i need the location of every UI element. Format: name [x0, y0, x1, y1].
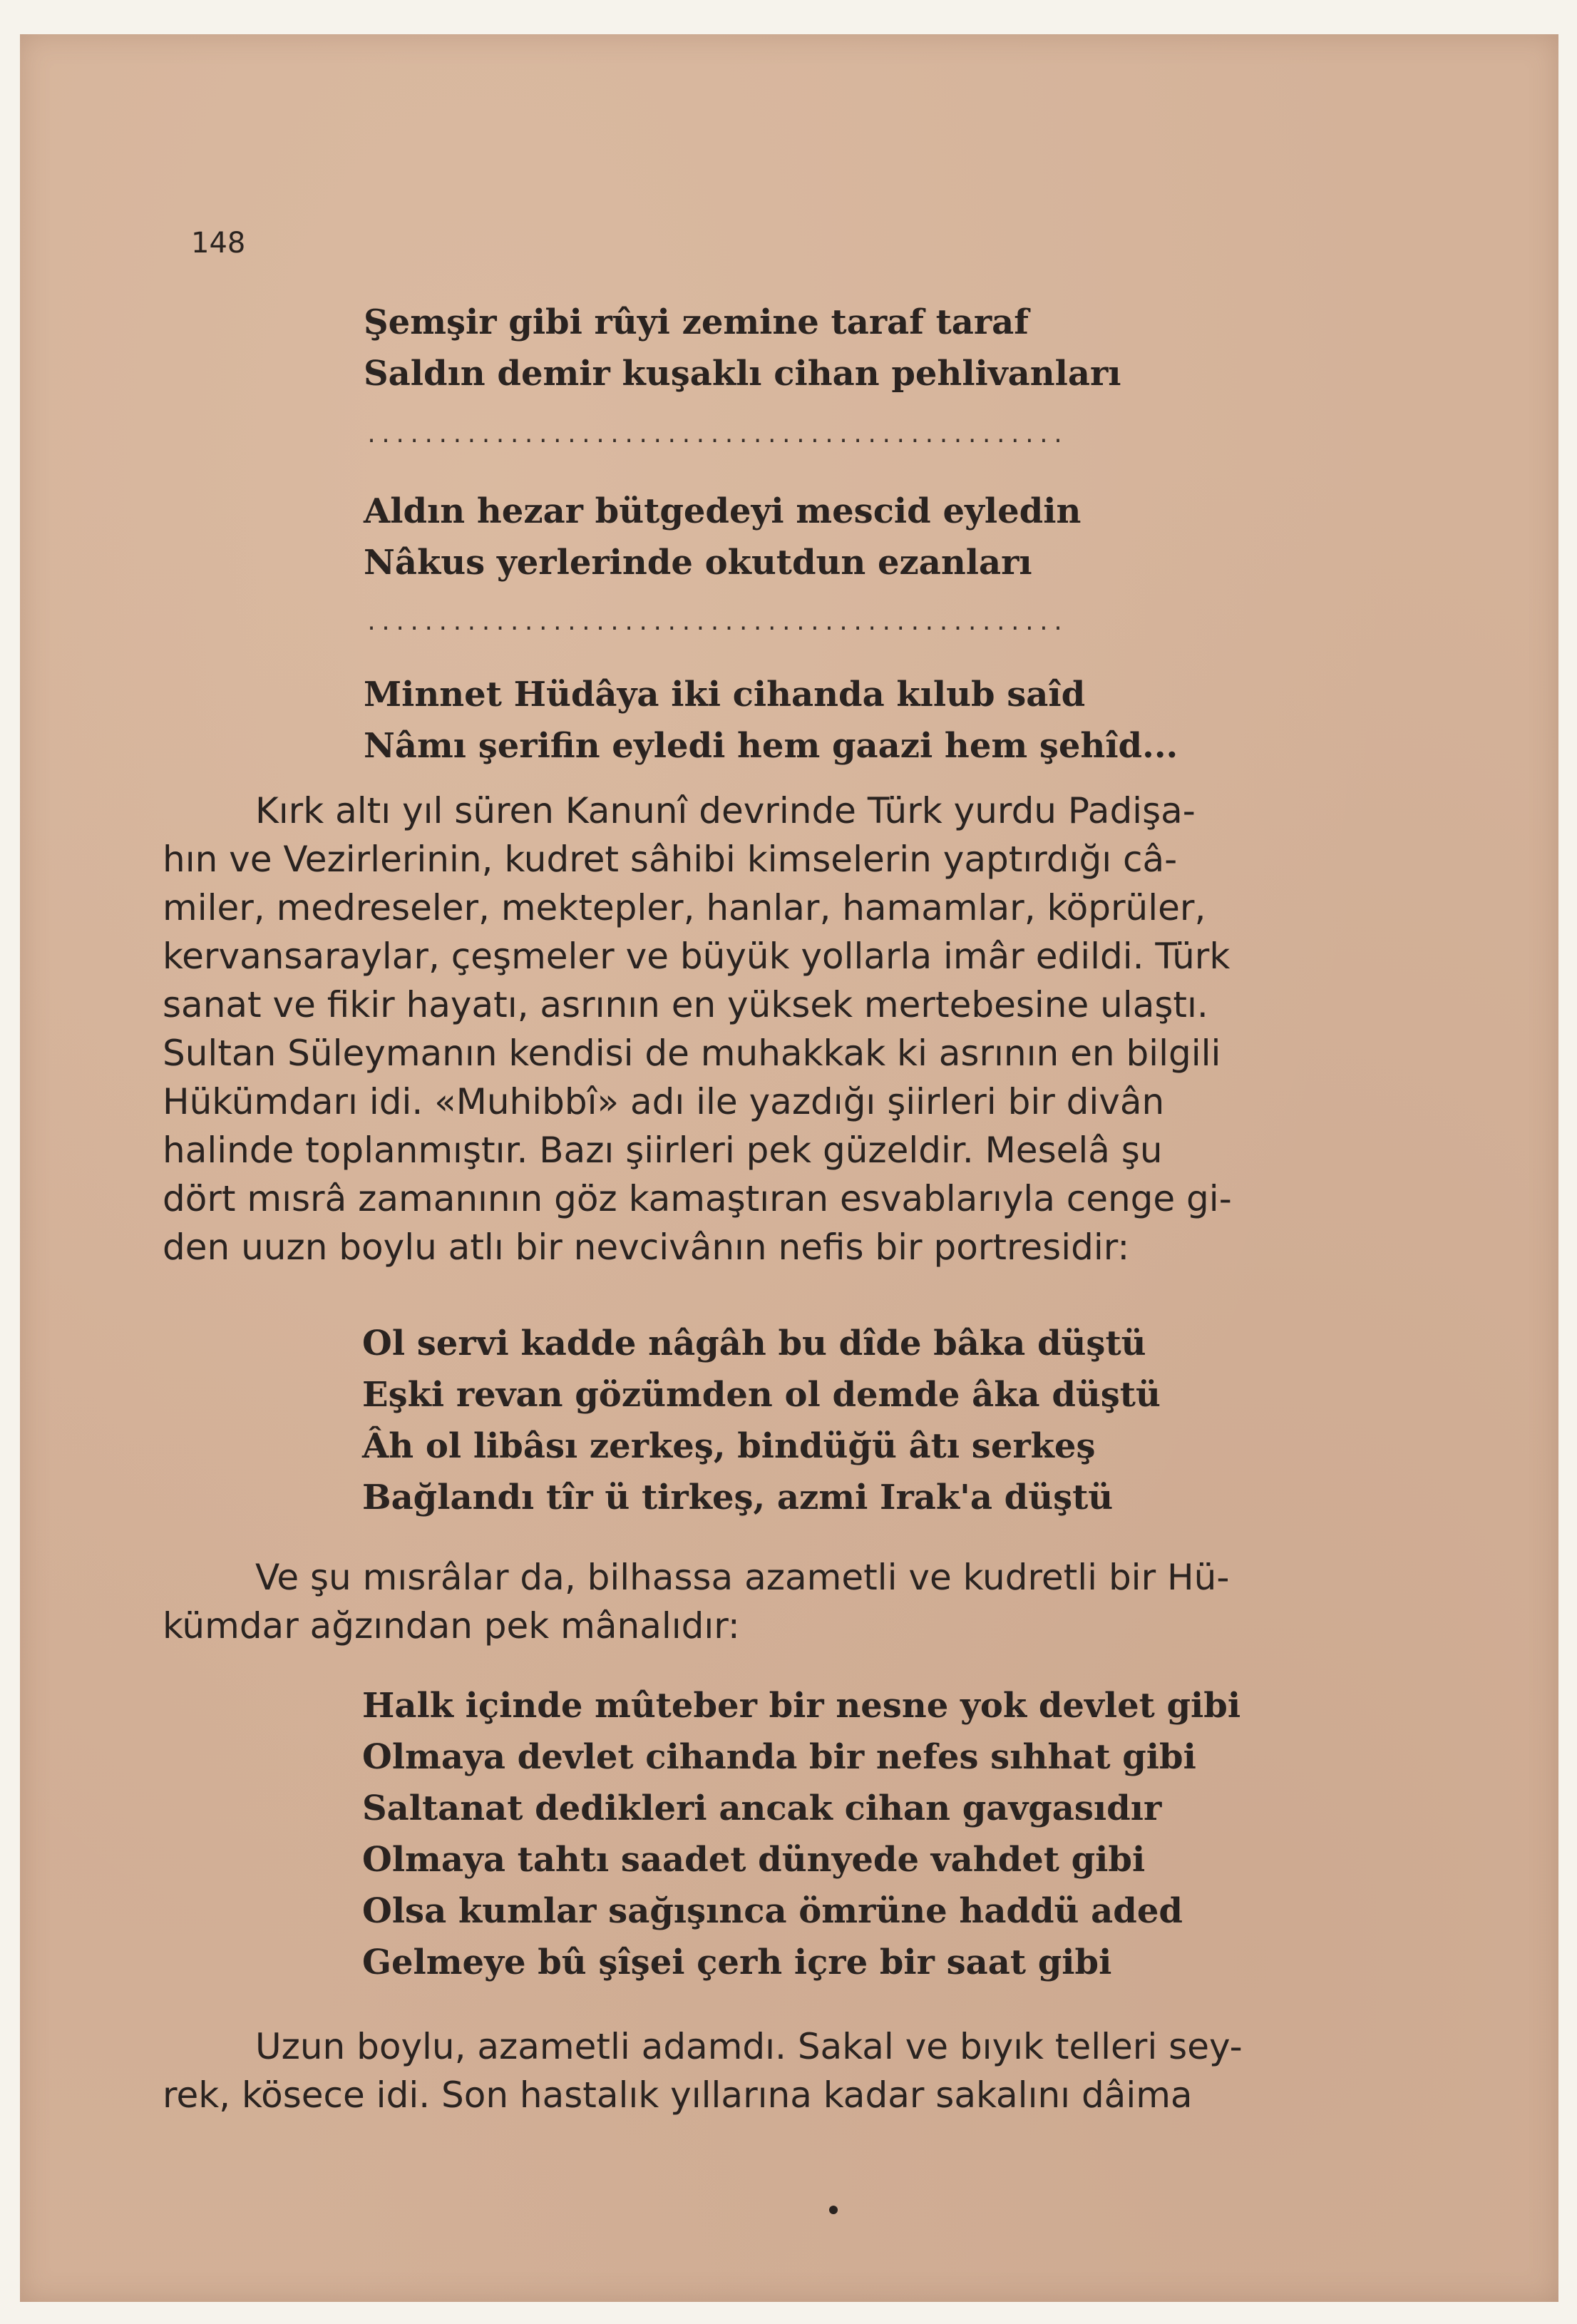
paragraph-line: dört mısrâ zamanının göz kamaştıran esvablarıyla cenge gi-: [163, 1178, 1232, 1219]
verse-line: Âh ol libâsı zerkeş, bindüğü âtı serkeş: [362, 1426, 1096, 1466]
paragraph-line: kervansaraylar, çeşmeler ve büyük yollarla imâr edildi. Türk: [163, 936, 1231, 977]
verse-line: Aldın hezar bütgedeyi mescid eyledin: [364, 491, 1082, 531]
verse-line: Ol servi kadde nâgâh bu dîde bâka düştü: [362, 1324, 1146, 1363]
bullet-mark: [829, 2206, 838, 2214]
paragraph-line: halinde toplanmıştır. Bazı şiirleri pek güzeldir. Meselâ şu: [163, 1130, 1163, 1171]
paragraph-line: rek, kösece idi. Son hastalık yıllarına kadar sakalını dâima: [163, 2074, 1193, 2116]
verse-line: Şemşir gibi rûyi zemine taraf taraf: [364, 302, 1029, 342]
book-page: [20, 34, 1558, 2302]
page-number: 148: [191, 227, 246, 260]
verse-block-1: [364, 297, 1121, 399]
paragraph-line: den uuzn boylu atlı bir nevcivânın nefis bir portresidir:: [163, 1227, 1130, 1268]
verse-line: Olsa kumlar sağışınca ömrüne haddü aded: [362, 1891, 1183, 1931]
ellipsis-separator: .................................................: [365, 610, 1067, 635]
verse-line: Bağlandı tîr ü tirkeş, azmi Irak'a düştü: [362, 1478, 1114, 1517]
verse-block-5: [362, 1680, 1240, 1988]
verse-line: Saldın demir kuşaklı cihan pehlivanları: [364, 354, 1121, 394]
verse-block-2: [364, 486, 1081, 588]
verse-line: Halk içinde mûteber bir nesne yok devlet gibi: [362, 1686, 1241, 1726]
paragraph-line: Hükümdarı idi. «Muhibbî» adı ile yazdığı şiirleri bir divân: [163, 1081, 1165, 1122]
paragraph-3: [163, 2022, 1243, 2119]
verse-line: Olmaya devlet cihanda bir nefes sıhhat gibi: [362, 1737, 1196, 1777]
verse-line: Eşki revan gözümden ol demde âka düştü: [362, 1375, 1161, 1415]
verse-block-4: [362, 1318, 1161, 1523]
verse-line: Olmaya tahtı saadet dünyede vahdet gibi: [362, 1840, 1146, 1880]
paragraph-line: sanat ve fikir hayatı, asrının en yüksek mertebesine ulaştı.: [163, 984, 1208, 1025]
paragraph-line: kümdar ağzından pek mânalıdır:: [163, 1605, 740, 1647]
paragraph-line: Uzun boylu, azametli adamdı. Sakal ve bıyık telleri sey-: [255, 2026, 1243, 2067]
paragraph-2: [163, 1553, 1229, 1650]
verse-line: Saltanat dedikleri ancak cihan gavgasıdır: [362, 1788, 1162, 1828]
paragraph-line: miler, medreseler, mektepler, hanlar, hamamlar, köprüler,: [163, 887, 1206, 928]
paragraph-1: [163, 787, 1232, 1271]
ellipsis-separator: .................................................: [365, 423, 1067, 448]
verse-block-3: [364, 669, 1178, 772]
paragraph-line: Ve şu mısrâlar da, bilhassa azametli ve kudretli bir Hü-: [255, 1557, 1230, 1598]
paragraph-line: Sultan Süleymanın kendisi de muhakkak ki asrının en bilgili: [163, 1033, 1221, 1074]
paragraph-line: Kırk altı yıl süren Kanunî devrinde Türk yurdu Padişa-: [255, 790, 1196, 831]
verse-line: Minnet Hüdâya iki cihanda kılub saîd: [364, 675, 1086, 715]
verse-line: Nâmı şerifin eyledi hem gaazi hem şehîd...: [364, 726, 1178, 766]
paragraph-line: hın ve Vezirlerinin, kudret sâhibi kimselerin yaptırdığı câ-: [163, 839, 1178, 880]
verse-line: Gelmeye bû şîşei çerh içre bir saat gibi: [362, 1942, 1112, 1982]
verse-line: Nâkus yerlerinde okutdun ezanları: [364, 543, 1032, 583]
